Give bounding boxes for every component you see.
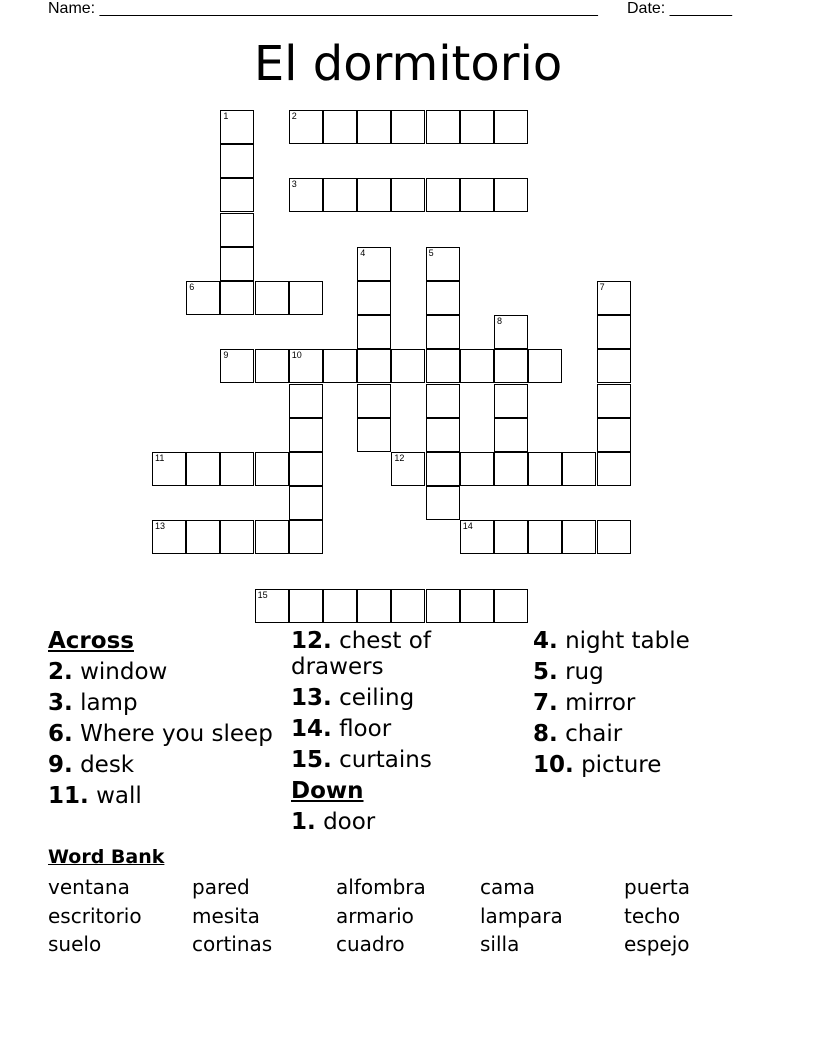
clue-number-label: 15 (257, 589, 268, 600)
word-bank-item: pared (192, 875, 250, 899)
clue-across-15 (291, 747, 521, 773)
grid-cell[interactable] (323, 589, 357, 623)
clue-across-9 (48, 752, 278, 778)
grid-cell[interactable] (426, 418, 460, 452)
grid-cell[interactable] (494, 110, 528, 144)
grid-cell[interactable] (323, 178, 357, 212)
clue-number: 7. (533, 690, 558, 716)
clue-text: floor (339, 716, 392, 742)
word-bank-item: cama (480, 875, 535, 899)
word-bank-item: alfombra (336, 875, 426, 899)
clue-across-6 (48, 721, 278, 747)
grid-cell[interactable] (391, 452, 425, 486)
grid-cell[interactable] (289, 418, 323, 452)
grid-cell[interactable] (494, 349, 528, 383)
grid-cell[interactable] (597, 452, 631, 486)
clue-text: wall (96, 783, 142, 809)
grid-cell[interactable] (289, 281, 323, 315)
clue-text: ceiling (339, 685, 415, 711)
clues-column-3 (533, 628, 763, 783)
grid-cell[interactable] (426, 315, 460, 349)
clue-number: 12. (291, 628, 332, 654)
clue-text: mirror (565, 690, 636, 716)
grid-cell[interactable] (494, 178, 528, 212)
word-bank-title: Word Bank (48, 846, 165, 868)
clue-text: window (80, 659, 168, 685)
word-bank-item: ventana (48, 875, 130, 899)
grid-cell[interactable] (323, 110, 357, 144)
grid-cell[interactable] (357, 315, 391, 349)
clue-across-11 (48, 783, 278, 809)
grid-cell[interactable] (357, 418, 391, 452)
grid-cell[interactable] (460, 110, 494, 144)
grid-cell[interactable] (323, 349, 357, 383)
clue-number-label: 8 (497, 316, 503, 327)
down-heading: Down (291, 778, 364, 804)
grid-cell[interactable] (357, 247, 391, 281)
grid-cell[interactable] (289, 486, 323, 520)
across-heading: Across (48, 628, 134, 654)
grid-cell[interactable] (460, 349, 494, 383)
grid-cell[interactable] (460, 589, 494, 623)
grid-cell[interactable] (528, 520, 562, 554)
grid-cell[interactable] (289, 384, 323, 418)
clue-down-1 (291, 809, 521, 835)
name-field-label[interactable]: Name: ________________________________________________________ (48, 0, 598, 17)
grid-cell[interactable] (357, 110, 391, 144)
grid-cell[interactable] (494, 315, 528, 349)
clue-number-label: 5 (428, 247, 434, 258)
grid-cell[interactable] (186, 452, 220, 486)
grid-cell[interactable] (426, 281, 460, 315)
grid-cell[interactable] (220, 349, 254, 383)
grid-cell[interactable] (152, 520, 186, 554)
grid-cell[interactable] (391, 110, 425, 144)
word-bank-item: armario (336, 904, 414, 928)
clues-column-1 (48, 628, 278, 814)
clue-number: 4. (533, 628, 558, 654)
grid-cell[interactable] (289, 589, 323, 623)
clue-number-label: 11 (155, 453, 165, 463)
clue-down-4 (533, 628, 763, 654)
clue-down-8 (533, 721, 763, 747)
clue-number-label: 4 (360, 247, 366, 258)
grid-cell[interactable] (597, 418, 631, 452)
grid-cell[interactable] (597, 384, 631, 418)
grid-cell[interactable] (597, 315, 631, 349)
clue-number: 8. (533, 721, 558, 747)
word-bank-item: puerta (624, 875, 690, 899)
date-field-label[interactable]: Date: _______ (627, 0, 732, 17)
grid-cell[interactable] (255, 452, 289, 486)
clue-text: picture (581, 752, 662, 778)
clue-number: 1. (291, 809, 316, 835)
clue-text: chest of drawers (291, 628, 431, 680)
grid-cell[interactable] (186, 281, 220, 315)
grid-cell[interactable] (426, 384, 460, 418)
clue-number: 5. (533, 659, 558, 685)
clue-text: door (323, 809, 376, 835)
grid-cell[interactable] (494, 452, 528, 486)
grid-cell[interactable] (426, 589, 460, 623)
grid-cell[interactable] (220, 144, 254, 178)
grid-cell[interactable] (255, 281, 289, 315)
grid-cell[interactable] (597, 281, 631, 315)
grid-cell[interactable] (357, 349, 391, 383)
grid-cell[interactable] (391, 589, 425, 623)
page-title: El dormitorio (253, 36, 563, 92)
clue-number-label: 10 (291, 350, 302, 361)
word-bank-item: mesita (192, 904, 260, 928)
grid-cell[interactable] (597, 520, 631, 554)
clue-across-13 (291, 685, 521, 711)
clue-text: night table (565, 628, 690, 654)
clues-column-2 (291, 628, 521, 840)
clue-number-label: 6 (189, 282, 195, 292)
clue-number-label: 14 (462, 521, 473, 532)
grid-cell[interactable] (494, 418, 528, 452)
grid-cell[interactable] (460, 452, 494, 486)
clue-across-14 (291, 716, 521, 742)
clue-number: 11. (48, 783, 89, 809)
grid-cell[interactable] (426, 349, 460, 383)
clue-number-label: 2 (291, 111, 297, 121)
clue-across-3 (48, 690, 278, 716)
clue-number-label: 7 (599, 282, 605, 292)
grid-cell[interactable] (289, 520, 323, 554)
grid-cell[interactable] (357, 384, 391, 418)
grid-cell[interactable] (528, 349, 562, 383)
word-bank-item: silla (480, 932, 520, 956)
grid-cell[interactable] (426, 178, 460, 212)
word-bank-item: escritorio (48, 904, 142, 928)
clue-across-12 (291, 628, 521, 680)
grid-cell[interactable] (357, 589, 391, 623)
grid-cell[interactable] (220, 178, 254, 212)
word-bank-item: cortinas (192, 932, 273, 956)
grid-cell[interactable] (494, 384, 528, 418)
grid-cell[interactable] (562, 520, 596, 554)
clue-text: Where you sleep (80, 721, 273, 747)
clue-number: 2. (48, 659, 73, 685)
grid-cell[interactable] (426, 110, 460, 144)
clue-number: 6. (48, 721, 73, 747)
clue-number-label: 13 (155, 521, 166, 532)
clue-text: rug (565, 659, 604, 685)
grid-cell[interactable] (186, 520, 220, 554)
clue-across-2 (48, 659, 278, 685)
grid-cell[interactable] (426, 486, 460, 520)
grid-cell[interactable] (289, 178, 323, 212)
clue-down-5 (533, 659, 763, 685)
grid-cell[interactable] (255, 349, 289, 383)
grid-cell[interactable] (460, 178, 494, 212)
grid-cell[interactable] (289, 452, 323, 486)
grid-cell[interactable] (255, 589, 289, 623)
clue-text: curtains (339, 747, 432, 773)
grid-cell[interactable] (597, 349, 631, 383)
grid-cell[interactable] (426, 452, 460, 486)
clue-down-10 (533, 752, 763, 778)
clue-number-label: 9 (223, 350, 229, 361)
grid-cell[interactable] (255, 520, 289, 554)
grid-cell[interactable] (357, 281, 391, 315)
word-bank-item: espejo (624, 932, 690, 956)
clue-text: chair (565, 721, 623, 747)
grid-cell[interactable] (152, 452, 186, 486)
grid-cell[interactable] (494, 520, 528, 554)
word-bank-item: lampara (480, 904, 563, 928)
grid-cell[interactable] (220, 110, 254, 144)
grid-cell[interactable] (426, 247, 460, 281)
clue-number: 15. (291, 747, 332, 773)
clue-number: 9. (48, 752, 73, 778)
grid-cell[interactable] (220, 520, 254, 554)
grid-cell[interactable] (220, 213, 254, 247)
grid-cell[interactable] (289, 349, 323, 383)
grid-cell[interactable] (391, 178, 425, 212)
grid-cell[interactable] (357, 178, 391, 212)
grid-cell[interactable] (391, 349, 425, 383)
clue-number-label: 1 (223, 111, 229, 121)
word-bank-item: techo (624, 904, 681, 928)
clue-text: lamp (80, 690, 138, 716)
clue-down-7 (533, 690, 763, 716)
clue-number: 10. (533, 752, 574, 778)
grid-cell[interactable] (220, 452, 254, 486)
clue-number-label: 3 (291, 179, 297, 190)
clue-number-label: 12 (394, 453, 405, 463)
word-bank-item: cuadro (336, 932, 405, 956)
grid-cell[interactable] (220, 281, 254, 315)
grid-cell[interactable] (220, 247, 254, 281)
grid-cell[interactable] (528, 452, 562, 486)
word-bank-item: suelo (48, 932, 102, 956)
clue-text: desk (80, 752, 135, 778)
clue-number: 13. (291, 685, 332, 711)
grid-cell[interactable] (562, 452, 596, 486)
clue-number: 14. (291, 716, 332, 742)
grid-cell[interactable] (460, 520, 494, 554)
grid-cell[interactable] (289, 110, 323, 144)
clue-number: 3. (48, 690, 73, 716)
grid-cell[interactable] (494, 589, 528, 623)
